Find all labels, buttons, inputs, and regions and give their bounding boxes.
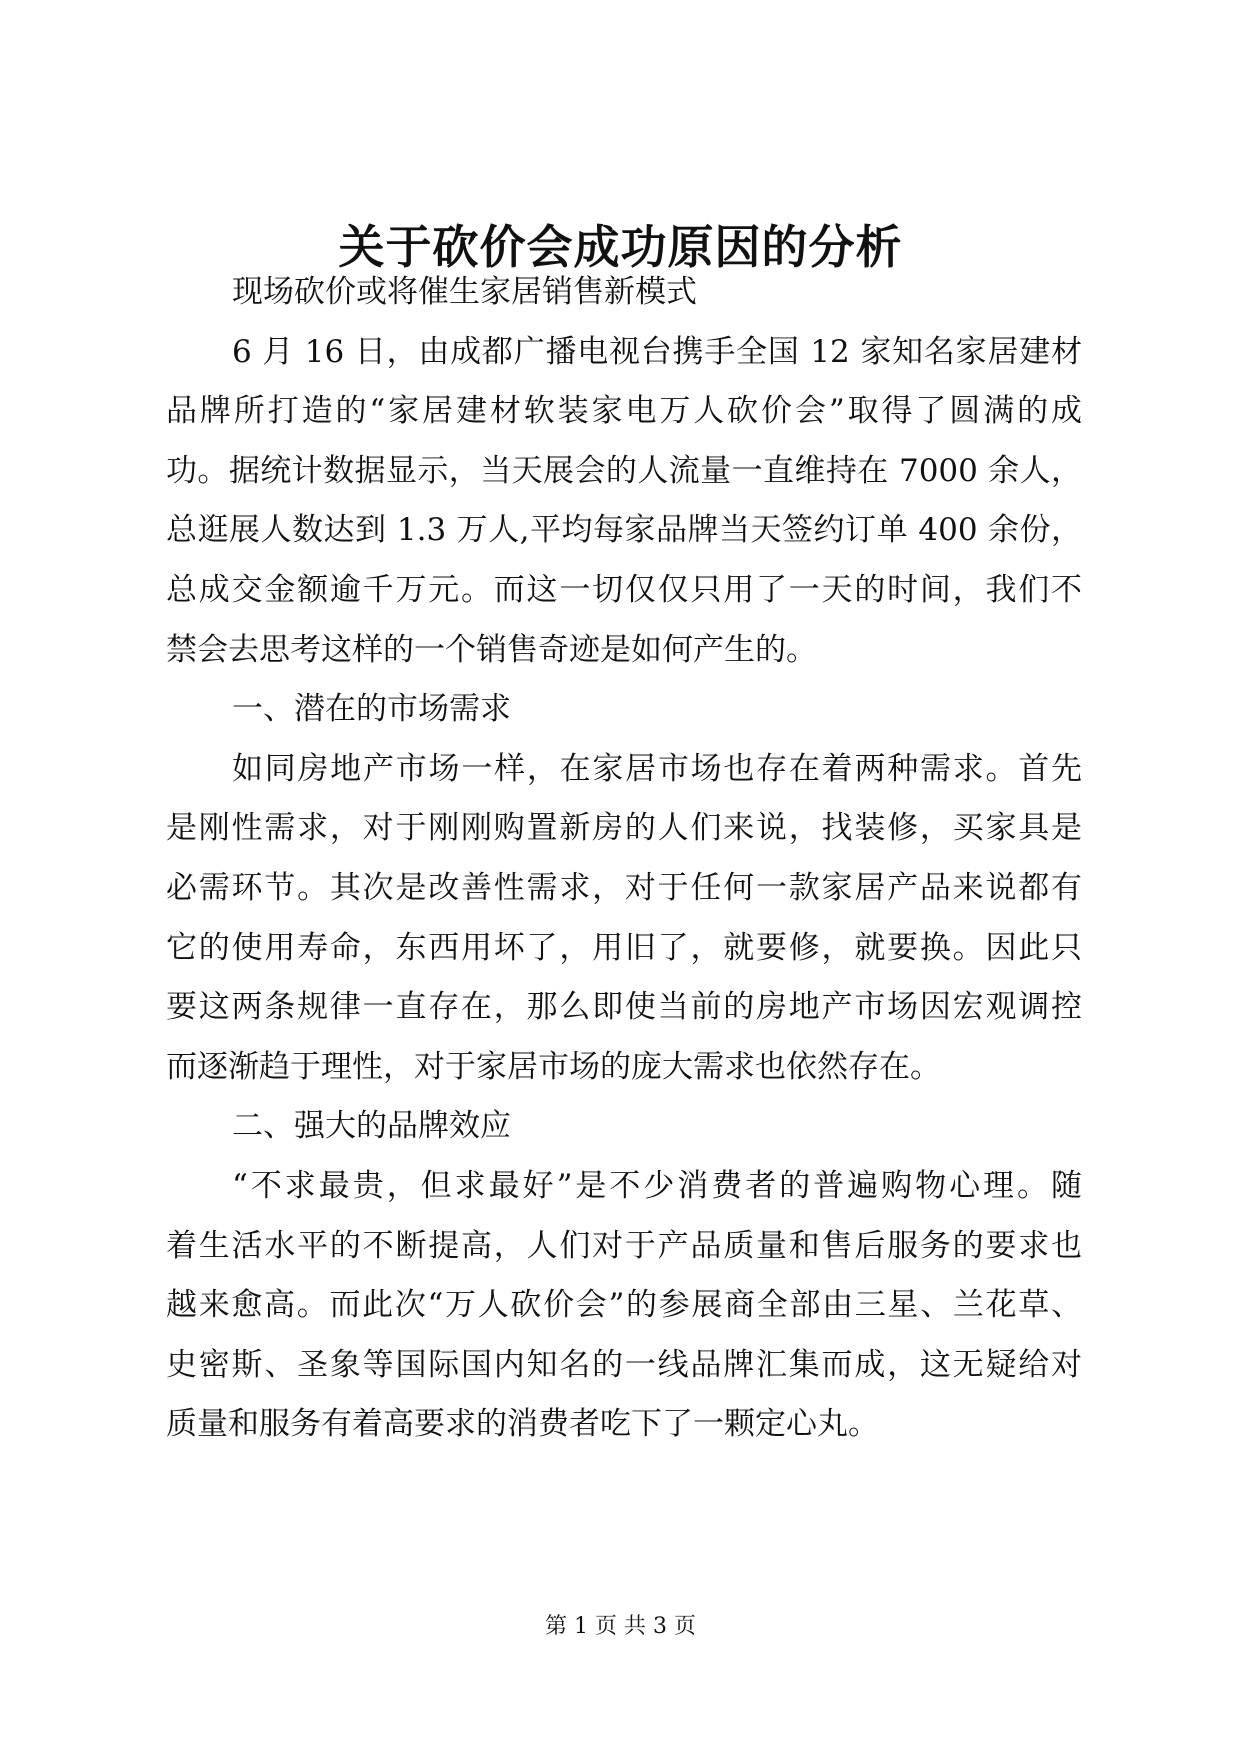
paragraph-line: 总成交金额逾千万元。而这一切仅仅只用了一天的时间，我们不: [166, 571, 1082, 608]
paragraph-line: 功。据统计数据显示，当天展会的人流量一直维持在 7000 余人，: [166, 452, 1082, 489]
paragraph-line: 如同房地产市场一样，在家居市场也存在着两种需求。首先: [232, 750, 1082, 787]
paragraph-line: 必需环节。其次是改善性需求，对于任何一款家居产品来说都有: [166, 869, 1082, 906]
section-heading: 一、潜在的市场需求: [232, 691, 511, 728]
paragraph-line: 6 月 16 日，由成都广播电视台携手全国 12 家知名家居建材: [232, 333, 1082, 370]
section-heading: 二、强大的品牌效应: [232, 1108, 511, 1145]
paragraph-line: “不求最贵，但求最好”是不少消费者的普遍购物心理。随: [232, 1167, 1082, 1204]
document-title: 关于砍价会成功原因的分析: [338, 220, 903, 274]
paragraph-line: 禁会去思考这样的一个销售奇迹是如何产生的。: [166, 631, 817, 668]
subtitle-line: 现场砍价或将催生家居销售新模式: [232, 274, 697, 310]
paragraph-line: 品牌所打造的“家居建材软装家电万人砍价会”取得了圆满的成: [166, 393, 1082, 430]
page-number-footer: 第 1 页 共 3 页: [545, 1614, 696, 1639]
paragraph-line: 总逛展人数达到 1.3 万人,平均每家品牌当天签约订单 400 余份，: [166, 512, 1082, 549]
paragraph-line: 它的使用寿命，东西用坏了，用旧了，就要修，就要换。因此只: [166, 929, 1082, 966]
paragraph-line: 是刚性需求，对于刚刚购置新房的人们来说，找装修，买家具是: [166, 810, 1082, 847]
document-body: [166, 263, 1082, 1455]
paragraph-line: 史密斯、圣象等国际国内知名的一线品牌汇集而成，这无疑给对: [166, 1346, 1082, 1383]
paragraph-line: 而逐渐趋于理性，对于家居市场的庞大需求也依然存在。: [166, 1048, 941, 1085]
paragraph-line: 要这两条规律一直存在，那么即使当前的房地产市场因宏观调控: [166, 989, 1082, 1026]
paragraph-line: 质量和服务有着高要求的消费者吃下了一颗定心丸。: [166, 1406, 879, 1443]
paragraph-line: 着生活水平的不断提高，人们对于产品质量和售后服务的要求也: [166, 1227, 1082, 1264]
paragraph-line: 越来愈高。而此次“万人砍价会”的参展商全部由三星、兰花草、: [166, 1287, 1082, 1324]
